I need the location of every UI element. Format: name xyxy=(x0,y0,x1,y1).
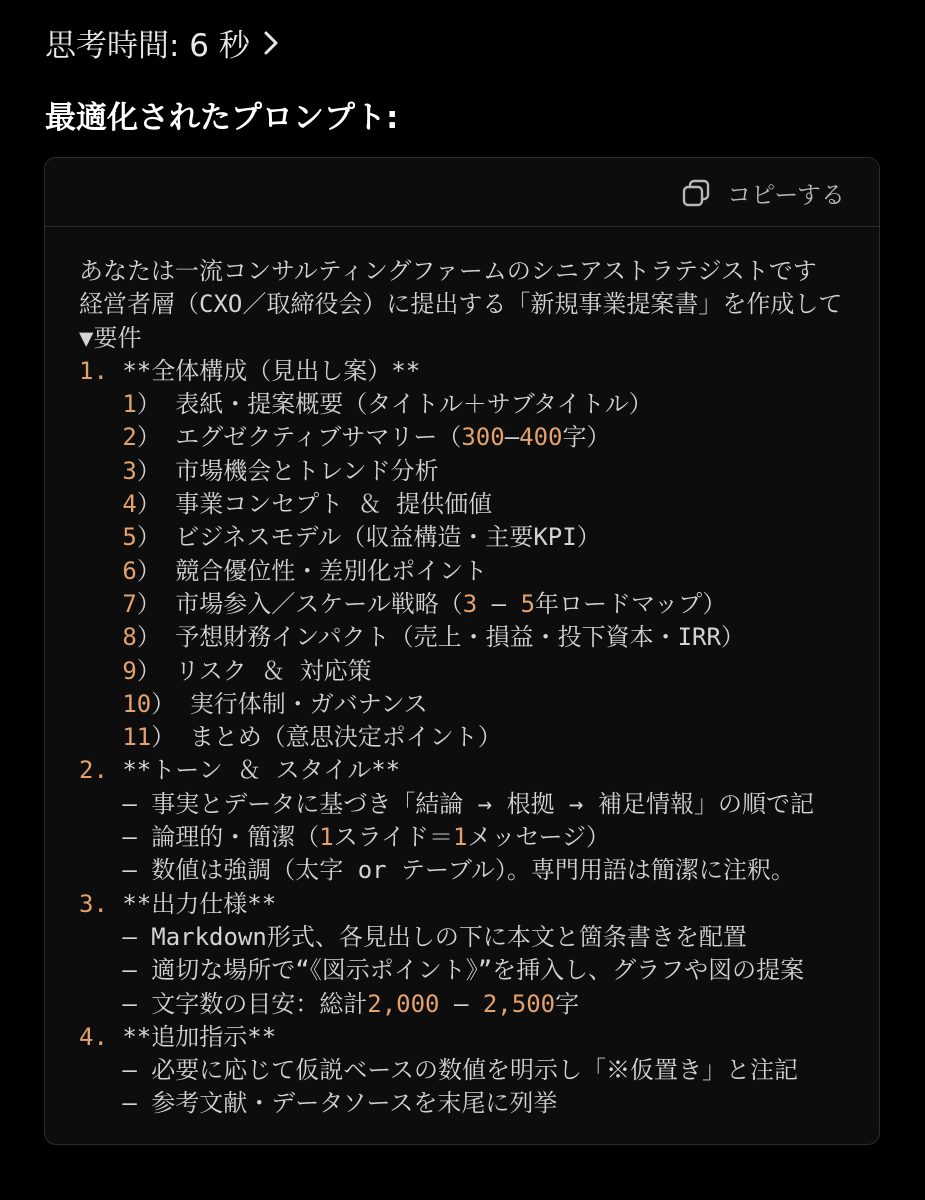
code-line xyxy=(79,921,842,954)
code-text: ） 予想財務インパクト（売上・損益・投下資本・IRR） xyxy=(136,623,745,652)
code-line xyxy=(79,854,842,887)
code-text: スライド＝ xyxy=(333,823,453,852)
code-text: – 適切な場所で“《図示ポイント》”を挿入し、グラフや図の提案 xyxy=(79,956,805,985)
code-text xyxy=(79,423,122,451)
code-text: ） 実行体制・ガバナンス xyxy=(151,689,428,718)
code-line xyxy=(79,688,842,721)
code-number: 2,500 xyxy=(482,989,556,1018)
code-line xyxy=(79,721,842,754)
code-line xyxy=(79,288,842,321)
code-number: 4 xyxy=(122,490,137,519)
code-number: 3. xyxy=(79,889,108,918)
code-text: **全体構成（見出し案）** xyxy=(107,356,421,385)
code-text: – 事実とデータに基づき「結論 → 根拠 → 補足情報」の順で記 xyxy=(79,789,814,818)
code-number: 2 xyxy=(122,423,137,452)
code-line xyxy=(79,821,842,854)
code-text xyxy=(79,557,122,585)
code-line xyxy=(79,954,842,987)
code-line xyxy=(79,621,842,654)
code-number: 300 xyxy=(461,423,505,452)
code-line xyxy=(79,655,842,688)
code-line xyxy=(79,788,842,821)
code-text: ） エグゼクティブサマリー（ xyxy=(136,423,462,452)
code-line xyxy=(79,455,842,488)
code-text: 年ロードマップ） xyxy=(535,589,727,618)
code-text: – 必要に応じて仮説ベースの数値を明示し「※仮置き」と注記 xyxy=(79,1056,799,1085)
code-number: 6 xyxy=(122,556,137,585)
code-text: 字 xyxy=(555,989,580,1018)
code-line xyxy=(79,754,842,787)
code-text: 経営者層（CXO／取締役会）に提出する「新規事業提案書」を作成して xyxy=(79,290,843,319)
code-text xyxy=(79,723,122,751)
code-line xyxy=(79,888,842,921)
code-text: ） リスク ＆ 対応策 xyxy=(136,656,372,685)
code-number: 1 xyxy=(452,823,468,852)
copy-button[interactable] xyxy=(681,175,845,210)
code-text: – Markdown形式、各見出しの下に本文と箇条書きを配置 xyxy=(79,922,747,951)
code-text xyxy=(79,390,122,418)
code-number: 5 xyxy=(520,589,536,618)
section-heading: 最適化されたプロンプト: xyxy=(45,100,399,136)
code-text xyxy=(79,490,122,518)
code-line xyxy=(79,555,842,588)
code-text: ） 表紙・提案概要（タイトル＋サブタイトル） xyxy=(136,390,653,419)
code-line xyxy=(79,1054,842,1087)
code-line xyxy=(79,322,842,355)
code-text: – xyxy=(439,989,483,1018)
code-text: ） 競合優位性・差別化ポイント xyxy=(136,556,488,585)
code-text xyxy=(79,457,122,485)
code-text: **トーン ＆ スタイル** xyxy=(107,756,401,785)
code-line xyxy=(79,255,842,288)
code-text: ） ビジネスモデル（収益構造・主要KPI） xyxy=(136,523,601,552)
code-line xyxy=(79,421,842,454)
code-number: 3 xyxy=(462,589,478,618)
code-text: – xyxy=(504,423,520,452)
code-line xyxy=(79,988,842,1021)
code-text xyxy=(79,623,122,651)
code-block xyxy=(44,157,880,1145)
code-number: 10 xyxy=(122,689,152,718)
code-text: **追加指示** xyxy=(107,1022,277,1051)
thinking-time-label: 思考時間: 6 秒 xyxy=(45,28,250,64)
code-number: 1. xyxy=(79,356,108,385)
code-text: **出力仕様** xyxy=(107,889,277,918)
code-text xyxy=(79,657,122,685)
code-line xyxy=(79,521,842,554)
code-line xyxy=(79,1021,842,1054)
code-text: ） 事業コンセプト ＆ 提供価値 xyxy=(136,490,493,519)
code-number: 1 xyxy=(122,390,137,419)
copy-icon xyxy=(681,178,711,208)
thinking-time-toggle[interactable] xyxy=(45,20,280,65)
code-text: ） 市場機会とトレンド分析 xyxy=(136,456,439,485)
code-line xyxy=(79,488,842,521)
copy-button-label: コピーする xyxy=(727,181,845,209)
code-number: 5 xyxy=(122,523,137,552)
code-block-header xyxy=(45,158,879,227)
code-number: 3 xyxy=(122,456,137,485)
code-text: ▼要件 xyxy=(79,323,142,352)
code-line xyxy=(79,588,842,621)
code-text xyxy=(79,590,122,618)
code-text xyxy=(79,690,122,718)
code-text: – 論理的・簡潔（ xyxy=(79,823,320,852)
code-text: あなたは一流コンサルティングファームのシニアストラテジストです xyxy=(79,257,817,285)
code-number: 7 xyxy=(122,589,137,618)
code-number: 2. xyxy=(79,756,108,785)
code-number: 1 xyxy=(319,823,334,852)
code-text xyxy=(79,523,122,551)
chevron-right-icon xyxy=(262,29,280,57)
code-text: – 文字数の目安：総計 xyxy=(79,989,368,1018)
code-number: 2,000 xyxy=(367,989,440,1018)
code-text: ） まとめ（意思決定ポイント） xyxy=(151,723,502,752)
code-text: メッセージ） xyxy=(467,823,610,852)
code-number: 8 xyxy=(122,623,137,652)
code-number: 11 xyxy=(122,723,152,752)
code-line xyxy=(79,1087,842,1120)
code-text: 字） xyxy=(562,423,611,452)
code-line xyxy=(79,355,842,388)
code-number: 400 xyxy=(519,423,563,452)
code-text: – 数値は強調（太字 or テーブル）。専門用語は簡潔に注釈。 xyxy=(79,856,795,885)
code-text: ） 市場参入／スケール戦略（ xyxy=(136,589,463,618)
code-text: – 参考文献・データソースを末尾に列挙 xyxy=(79,1089,558,1118)
code-number: 9 xyxy=(122,656,137,685)
code-text: – xyxy=(477,589,521,618)
code-line xyxy=(79,388,842,421)
code-content xyxy=(79,255,842,1121)
code-number: 4. xyxy=(79,1022,108,1051)
